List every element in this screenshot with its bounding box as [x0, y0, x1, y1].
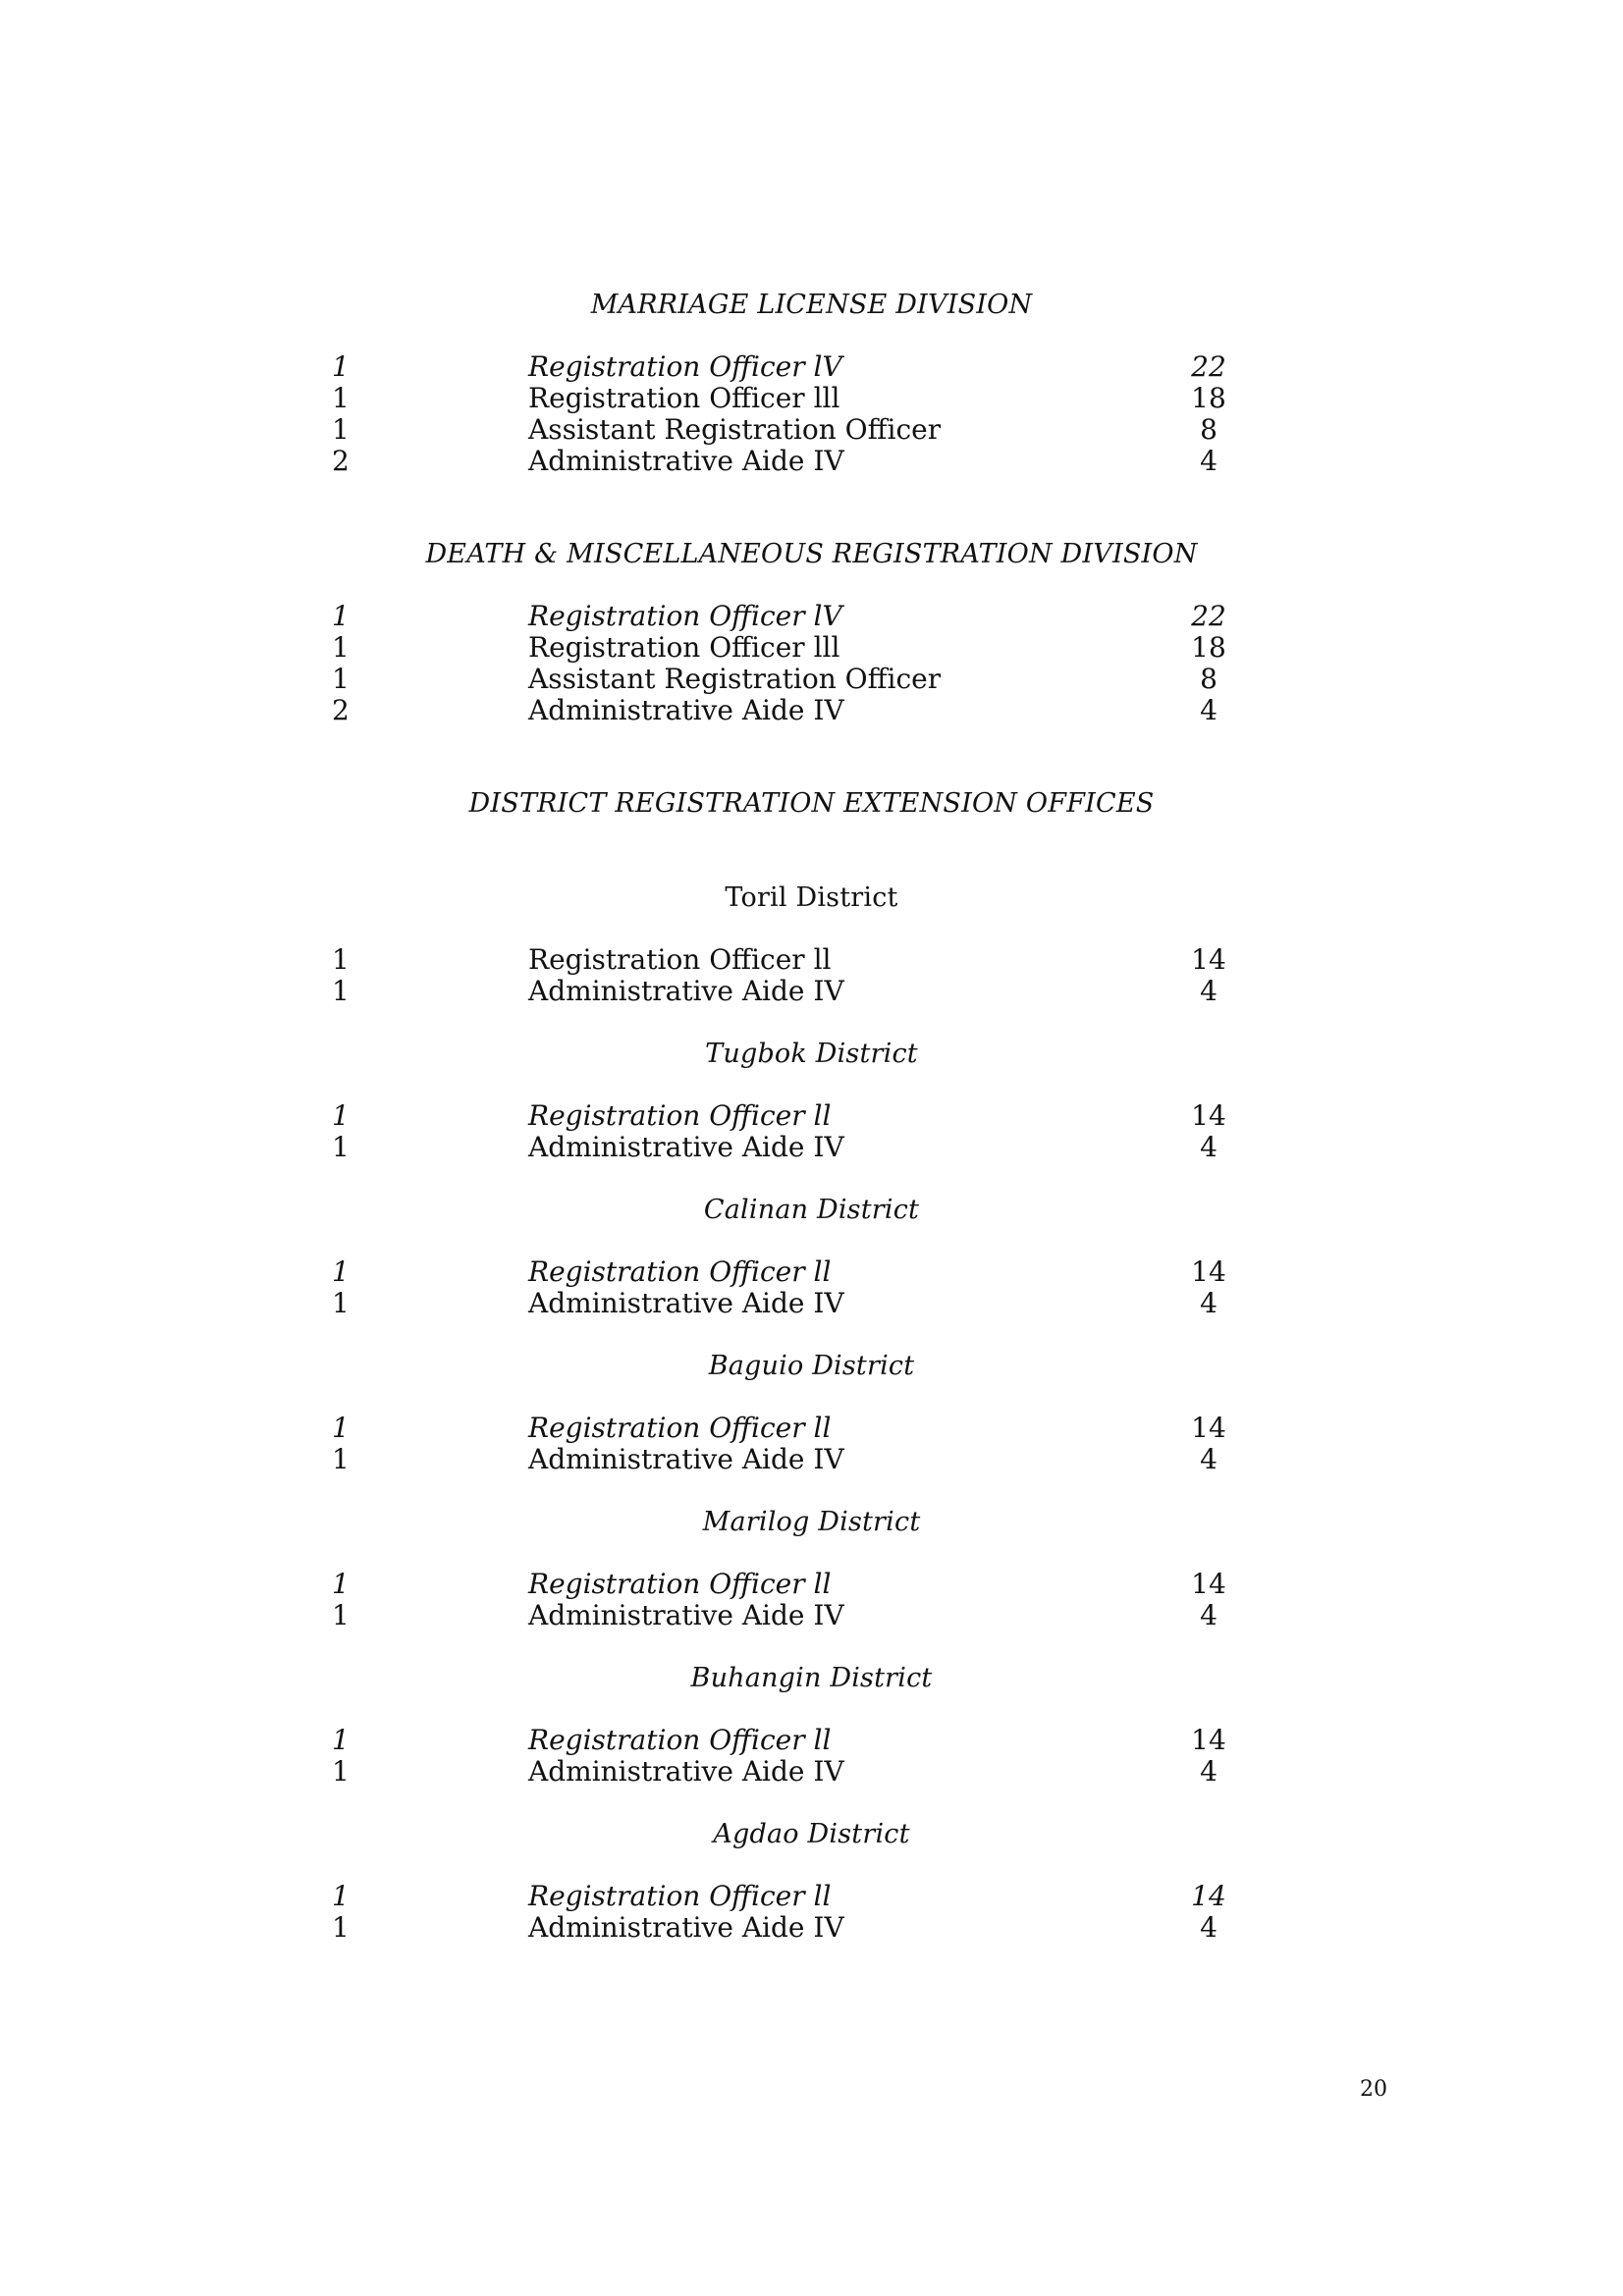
table-row — [0, 383, 1623, 414]
position-title: Administrative Aide IV — [528, 1131, 844, 1163]
salary-grade: 22 — [1191, 600, 1226, 632]
position-quantity: 1 — [332, 1443, 350, 1475]
salary-grade: 4 — [1200, 1443, 1217, 1475]
salary-grade: 18 — [1191, 631, 1226, 664]
position-quantity: 1 — [332, 1755, 350, 1788]
table-row — [0, 1444, 1623, 1475]
position-quantity: 1 — [332, 663, 350, 695]
table-row — [0, 1413, 1623, 1444]
position-title: Registration Officer lll — [528, 631, 840, 664]
position-quantity: 1 — [332, 943, 350, 976]
salary-grade: 14 — [1191, 1568, 1226, 1600]
position-title: Registration Officer ll — [528, 943, 832, 976]
table-row — [0, 1288, 1623, 1319]
table-row — [0, 414, 1623, 446]
position-quantity: 1 — [332, 1599, 350, 1631]
position-quantity: 1 — [332, 1568, 350, 1600]
table-row — [0, 664, 1623, 695]
position-quantity: 1 — [332, 1255, 350, 1288]
position-title: Assistant Registration Officer — [528, 663, 942, 695]
position-quantity: 1 — [332, 1131, 350, 1163]
table-row — [0, 1132, 1623, 1163]
table-row — [0, 601, 1623, 632]
position-title: Registration Officer lll — [528, 382, 840, 414]
district-title: Marilog District — [702, 1507, 921, 1537]
position-quantity: 1 — [332, 1099, 350, 1132]
table-row — [0, 1881, 1623, 1912]
position-quantity: 1 — [332, 1412, 350, 1444]
position-title: Administrative Aide IV — [528, 1443, 844, 1475]
position-quantity: 1 — [332, 413, 350, 446]
salary-grade: 4 — [1200, 1599, 1217, 1631]
section-title-death-misc: DEATH & MISCELLANEOUS REGISTRATION DIVISION — [425, 539, 1198, 569]
section-title-district-offices: DISTRICT REGISTRATION EXTENSION OFFICES — [468, 788, 1155, 819]
position-quantity: 1 — [332, 1880, 350, 1912]
table-row — [0, 976, 1623, 1007]
salary-grade: 14 — [1191, 1099, 1226, 1132]
position-quantity: 1 — [332, 350, 350, 383]
salary-grade: 4 — [1200, 694, 1217, 726]
position-quantity: 1 — [332, 382, 350, 414]
section-title-marriage-license: MARRIAGE LICENSE DIVISION — [590, 290, 1033, 320]
position-title: Registration Officer ll — [528, 1724, 832, 1756]
table-row — [0, 1256, 1623, 1288]
position-title: Registration Officer ll — [528, 1568, 832, 1600]
district-title: Buhangin District — [690, 1663, 933, 1693]
position-title: Administrative Aide IV — [528, 975, 844, 1007]
table-row — [0, 1725, 1623, 1756]
position-title: Registration Officer ll — [528, 1255, 832, 1288]
salary-grade: 4 — [1200, 445, 1217, 477]
salary-grade: 4 — [1200, 975, 1217, 1007]
salary-grade: 4 — [1200, 1287, 1217, 1319]
position-quantity: 1 — [332, 1724, 350, 1756]
salary-grade: 14 — [1191, 1724, 1226, 1756]
position-quantity: 1 — [332, 600, 350, 632]
table-row — [0, 446, 1623, 477]
position-title: Administrative Aide IV — [528, 445, 844, 477]
salary-grade: 4 — [1200, 1131, 1217, 1163]
salary-grade: 4 — [1200, 1911, 1217, 1944]
position-title: Administrative Aide IV — [528, 1911, 844, 1944]
position-quantity: 1 — [332, 1287, 350, 1319]
table-row — [0, 1600, 1623, 1631]
salary-grade: 14 — [1191, 1412, 1226, 1444]
position-quantity: 1 — [332, 1911, 350, 1944]
table-row — [0, 632, 1623, 664]
salary-grade: 18 — [1191, 382, 1226, 414]
position-title: Administrative Aide IV — [528, 1599, 844, 1631]
position-title: Registration Officer ll — [528, 1099, 832, 1132]
table-row — [0, 1756, 1623, 1788]
position-title: Administrative Aide IV — [528, 694, 844, 726]
salary-grade: 14 — [1191, 943, 1226, 976]
salary-grade: 4 — [1200, 1755, 1217, 1788]
table-row — [0, 695, 1623, 726]
district-title: Calinan District — [703, 1195, 920, 1225]
table-row — [0, 1912, 1623, 1944]
district-title: Agdao District — [713, 1819, 910, 1849]
position-title: Registration Officer lV — [528, 350, 842, 383]
position-title: Registration Officer lV — [528, 600, 842, 632]
table-row — [0, 1569, 1623, 1600]
salary-grade: 14 — [1191, 1255, 1226, 1288]
position-title: Administrative Aide IV — [528, 1287, 844, 1319]
salary-grade: 8 — [1200, 413, 1217, 446]
district-title: Toril District — [725, 882, 898, 913]
table-row — [0, 944, 1623, 976]
position-title: Registration Officer ll — [528, 1412, 832, 1444]
position-quantity: 2 — [332, 445, 350, 477]
district-title: Tugbok District — [705, 1039, 918, 1069]
salary-grade: 14 — [1191, 1880, 1226, 1912]
salary-grade: 8 — [1200, 663, 1217, 695]
table-row — [0, 1100, 1623, 1132]
position-title: Assistant Registration Officer — [528, 413, 942, 446]
page-number: 20 — [1360, 2077, 1387, 2102]
position-quantity: 2 — [332, 694, 350, 726]
position-title: Registration Officer ll — [528, 1880, 832, 1912]
district-title: Baguio District — [708, 1351, 915, 1381]
salary-grade: 22 — [1191, 350, 1226, 383]
position-title: Administrative Aide IV — [528, 1755, 844, 1788]
position-quantity: 1 — [332, 975, 350, 1007]
table-row — [0, 351, 1623, 383]
position-quantity: 1 — [332, 631, 350, 664]
